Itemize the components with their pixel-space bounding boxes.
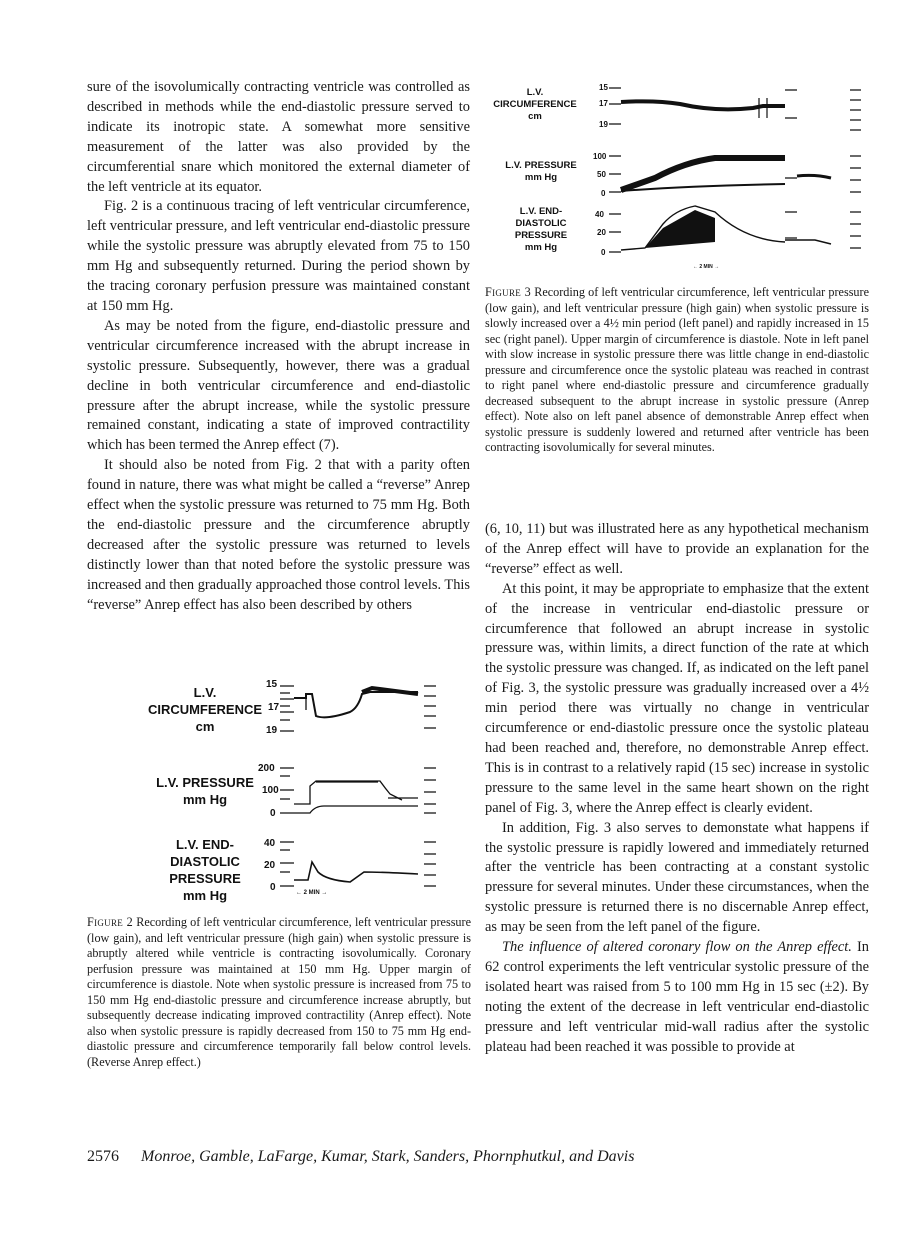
tick-label: 0 xyxy=(601,248,606,257)
paragraph: sure of the isovolumically contracting ventricle was controlled as described in methods while the end-diastolic pressure served to indicate its inotropic state. A somewhat more sensitive measurement of the latter was also provided by the circumferential snare which monitored the external diameter of the left ventricle at its equator. xyxy=(87,79,470,195)
figure-2-tracing xyxy=(140,676,450,911)
tick-label: 19 xyxy=(266,725,278,736)
tick-label: 0 xyxy=(601,189,606,198)
tick-label: 50 xyxy=(597,170,606,179)
end-diastolic-label: L.V. END- DIASTOLIC PRESSURE mm Hg xyxy=(514,206,568,253)
section-text: In 62 control experiments the left ventricular systolic pressure of the isolated heart was raised from 5 to 100 mm Hg in 15 sec (±2). By noting the extent of the decrease in left ventricular end-diastolic pressure and left ventricular mid-wall radius after the systolic plateau had been reached it was possible to provide at xyxy=(485,939,869,1055)
tick-label: 17 xyxy=(268,702,280,713)
tick-label: 15 xyxy=(599,83,608,92)
page-footer xyxy=(87,1148,877,1166)
time-marker: ← 2 MIN → xyxy=(296,890,328,896)
figure-3-tracing xyxy=(485,78,869,278)
paragraph: In addition, Fig. 3 also serves to demonstate what happens if the systolic pressure is rapidly lowered and immediately returned after the ventricle has been contracting at a constant systolic pressure for several minutes. Under these circumstances, when the systolic pressure is returned there is no discernable Anrep effect, as may be seen from the left panel of the figure. xyxy=(485,819,869,936)
tick-label: 17 xyxy=(599,99,608,108)
caption-label: Figure 3 xyxy=(485,285,531,299)
page-number: 2576 xyxy=(87,1148,119,1165)
tick-label: 40 xyxy=(264,838,276,849)
tick-label: 20 xyxy=(597,228,606,237)
figure-2-traces xyxy=(140,676,450,911)
tick-label: 20 xyxy=(264,860,276,871)
figure-3-caption xyxy=(485,285,869,456)
paragraph xyxy=(485,938,869,1057)
tick-label: 15 xyxy=(266,679,278,690)
right-text-column xyxy=(485,520,869,1057)
pressure-label: L.V. PRESSURE mm Hg xyxy=(505,160,577,183)
circumference-label: L.V. CIRCUMFERENCE cm xyxy=(493,87,577,122)
tick-label: 100 xyxy=(262,785,279,796)
paragraph: Fig. 2 is a continuous tracing of left ventricular circumference, left ventricular pressure, and left ventricular end-diastolic pressure while the systolic pressure was abruptly elevated from 75 to 150 mm Hg and subsequently returned. During the period shown by the tracing coronary perfusion pressure was maintained constant at 150 mm Hg. xyxy=(87,198,470,314)
tick-label: 100 xyxy=(593,152,607,161)
circumference-label: L.V. CIRCUMFERENCE cm xyxy=(147,685,263,734)
pressure-label: L.V. PRESSURE mm Hg xyxy=(156,775,254,807)
paragraph: It should also be noted from Fig. 2 that with a parity often found in nature, there was what might be called a “reverse” Anrep effect when the systolic pressure was returned to 75 mm Hg. Both the end-diastolic pressure and the circumference abruptly decreased after the systolic pressure was returned to levels distinctly lower than that noted before the systolic pressure was increased and then gradually approached those control levels. This “reverse” Anrep effect has also been described by others xyxy=(87,457,470,613)
paragraph: (6, 10, 11) but was illustrated here as any hypothetical mechanism of the Anrep effect will have to provide an explanation for the “reverse” effect as well. xyxy=(485,521,869,577)
paragraph: At this point, it may be appropriate to emphasize that the extent of the increase in ventricular end-diastolic pressure or circumference that followed an abrupt increase in systolic pressure was, within limits, a direct function of the rate at which the systolic pressure was changed. If, as indicated on the left panel of Fig. 3, the systolic pressure was gradually increased over a 4½ min period there was virtually no change in ventricular circumference or end-diastolic pressure once the systolic plateau had been reached and, therefore, no demonstrable Anrep effect. This is in contrast to a relatively rapid (15 sec) increase in systolic pressure to the same level in the same heart shown on the right panel of Fig. 3, where the Anrep effect is clearly evident. xyxy=(485,580,869,816)
end-diastolic-label: L.V. END- DIASTOLIC PRESSURE mm Hg xyxy=(169,837,241,903)
running-authors: Monroe, Gamble, LaFarge, Kumar, Stark, Sanders, Phornphutkul, and Davis xyxy=(141,1148,635,1165)
caption-label: Figure 2 xyxy=(87,915,133,929)
figure-2-caption xyxy=(87,915,471,1070)
paragraph: As may be noted from the figure, end-diastolic pressure and ventricular circumference increased with the abrupt increase in systolic pressure. Subsequently, however, there was a gradual decline in both ventricular circumference and end-diastolic pressure after the abrupt increase, while the systolic pressure remained constant, indicating a state of improved contractility which has been termed the Anrep effect (7). xyxy=(87,317,470,454)
caption-text: Recording of left ventricular circumference, left ventricular pressure (low gain), and left ventricular pressure (high gain) when systolic pressure is slowly increased over a 4½ min period (left panel) and rapidly increased in 15 sec (right panel). Upper margin of circumference is diastole. Note in left panel with slow increase in systolic pressure there was little change in end-diastolic pressure and circumference once the systolic plateau was reached in contrast to right panel where end-diastolic pressure and circumference gradually decreased subsequent to the abrupt increase in systolic pressure (Anrep effect). Note also on left panel absence of demonstrable Anrep effect when systolic pressure is suddenly lowered and returned after ventricle has been contracting isovolumically for several minutes. xyxy=(485,285,869,454)
tick-label: 200 xyxy=(258,763,275,774)
tick-label: 40 xyxy=(595,210,604,219)
figure-3-traces xyxy=(485,78,869,278)
tick-label: 0 xyxy=(270,882,276,893)
caption-text: Recording of left ventricular circumference, left ventricular pressure (low gain), and left ventricular pressure (high gain) when systolic pressure is abruptly altered while ventricle is contracting isovolumically. Coronary perfusion pressure was maintained at 150 mm Hg. Upper margin of circumference is diastole. Note when systolic pressure is increased from 75 to 150 mm Hg end-diastolic pressure and circumference increase abruptly, but subsequently decrease indicating improved contractility (Anrep effect). Note also when systolic pressure is rapidly decreased from 150 to 75 mm Hg end-diastolic pressure and circumference temporarily fall below control levels. (Reverse Anrep effect.) xyxy=(87,915,471,1069)
left-text-column xyxy=(87,78,470,615)
section-heading: The influence of altered coronary flow on the Anrep effect. xyxy=(502,939,852,956)
tick-label: 0 xyxy=(270,808,276,819)
time-marker: ← 2 MIN → xyxy=(693,264,720,270)
tick-label: 19 xyxy=(599,120,608,129)
